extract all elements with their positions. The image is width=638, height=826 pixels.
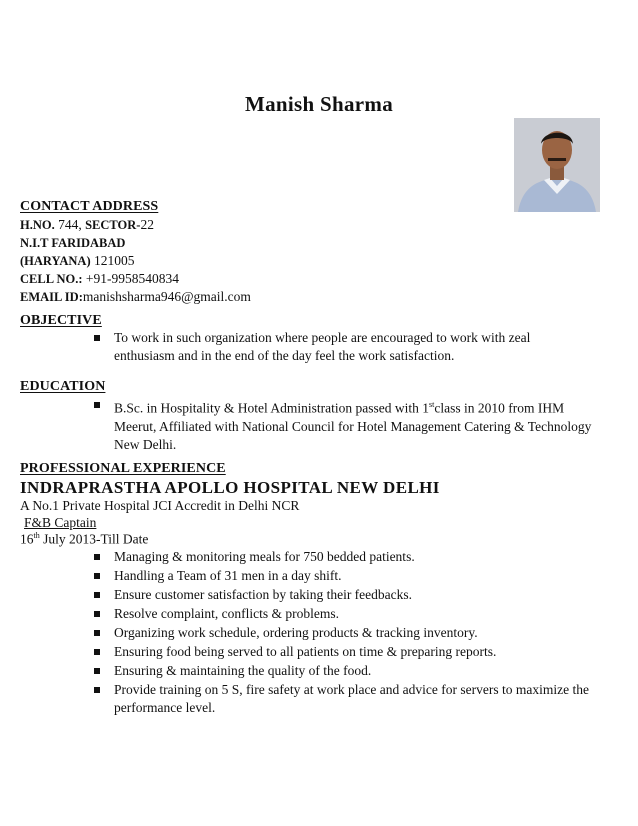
list-item: Managing & monitoring meals for 750 bedded patients. [92,548,592,566]
list-item: Ensuring & maintaining the quality of the food. [92,662,592,680]
candidate-name: Manish Sharma [244,92,393,116]
company-name: INDRAPRASTHA APOLLO HOSPITAL NEW DELHI [20,478,440,497]
list-item: To work in such organization where people are encouraged to work with zeal enthusiasm and in the end of the day feel the work satisfaction. [92,329,592,365]
contact-heading: CONTACT ADDRESS [20,199,159,214]
list-item: Ensuring food being served to all patients on time & preparing reports. [92,643,592,661]
list-item: B.Sc. in Hospitality & Hotel Administration passed with 1stclass in 2010 from IHM Meerut, Affiliated with National Council for Hotel Management Catering & Technology New Delhi. [92,396,592,454]
list-item: Organizing work schedule, ordering products & tracking inventory. [92,624,592,642]
list-item: Provide training on 5 S, fire safety at work place and advice for servers to maximize the performance level. [92,681,592,717]
education-list [92,396,592,454]
cell-number: CELL NO.: +91-9958540834 [20,271,179,286]
list-item: Ensure customer satisfaction by taking their feedbacks. [92,586,592,604]
address-line-1: H.NO. 744, SECTOR-22 [20,217,154,232]
experience-heading: PROFESSIONAL EXPERIENCE [20,461,226,476]
education-heading: EDUCATION [20,379,106,394]
address-city: N.I.T FARIDABAD [20,236,126,250]
email-address: EMAIL ID:manishsharma946@gmail.com [20,289,251,304]
job-dates: 16th July 2013-Till Date [20,531,149,547]
address-state: (HARYANA) 121005 [20,253,135,268]
objective-heading: OBJECTIVE [20,313,102,328]
list-item: Handling a Team of 31 men in a day shift. [92,567,592,585]
objective-list [92,329,592,365]
company-description: A No.1 Private Hospital JCI Accredit in Delhi NCR [20,498,300,513]
profile-photo [514,118,600,212]
list-item: Resolve complaint, conflicts & problems. [92,605,592,623]
duties-list [92,548,592,718]
job-role: F&B Captain [24,515,97,530]
